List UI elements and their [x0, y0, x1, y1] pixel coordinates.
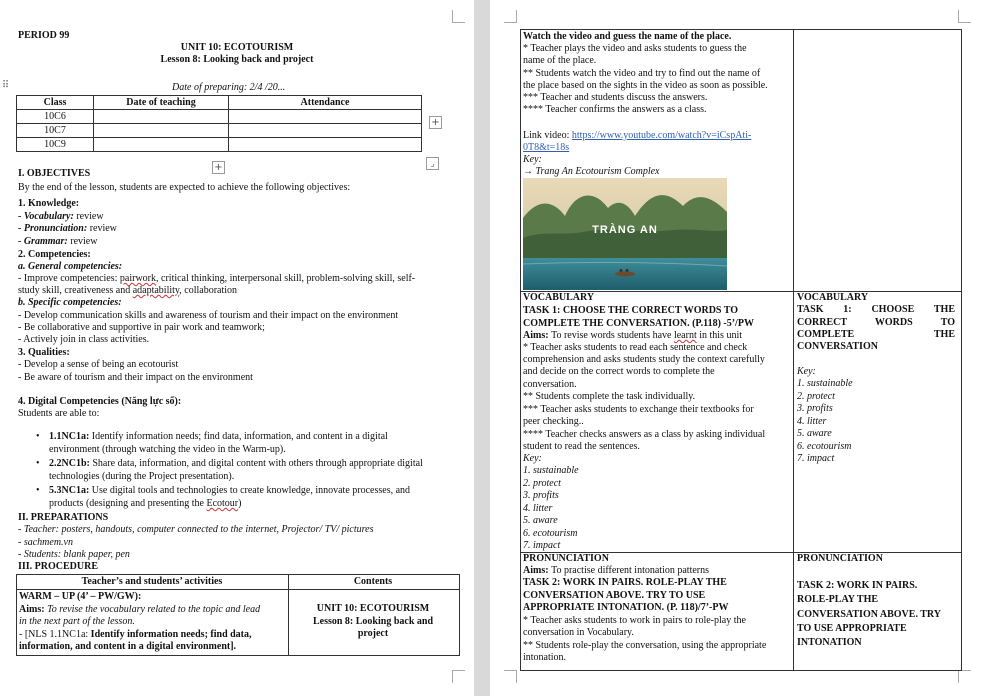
text: To revise words students have	[551, 330, 674, 341]
task1-step-cont: student to read the sentences.	[523, 441, 640, 452]
aims-label: Aims:	[19, 604, 45, 615]
table-row	[17, 110, 422, 124]
task1-step-cont: comprehension and asks students study the context carefully	[523, 354, 765, 365]
specific-competencies: b. Specific competencies:	[18, 297, 122, 308]
key-item: 2. protect	[523, 478, 561, 489]
vocab-label: - Vocabulary:	[18, 211, 74, 222]
corner-mark	[452, 670, 465, 683]
general-comp-line	[18, 285, 237, 297]
video-step-cont: name of the place.	[523, 55, 597, 66]
general-competencies: a. General competencies:	[18, 261, 123, 272]
digital-intro: Students are able to:	[18, 408, 100, 419]
qualities-title: 3. Qualities:	[18, 347, 70, 358]
date-cell[interactable]	[94, 110, 229, 124]
content-task2-cont: INTONATION	[797, 637, 862, 648]
task2-title-cont: APPROPRIATE INTONATION. (P. 118)/7’-PW	[523, 602, 729, 613]
procedure-header-left: Teacher’s and students’ activities	[81, 576, 223, 587]
resize-table-icon[interactable]: ⌟	[426, 157, 439, 170]
content-lesson-cont: project	[357, 628, 389, 639]
warmup-aims	[19, 604, 260, 616]
video-link[interactable]: https://www.youtube.com/watch?v=iCspAti-	[571, 130, 752, 141]
spelling-flag: adaptability	[132, 285, 180, 296]
key-item: 1. sustainable	[523, 465, 579, 476]
prep-link: - sachmem.vn	[18, 537, 73, 548]
spelling-flag: Ecotour	[206, 498, 239, 509]
grammar-value: review	[67, 236, 98, 247]
task1-title-cont: COMPLETE THE CONVERSATION. (P.118) -5’/PW	[523, 318, 754, 329]
digital-code: 1.1NC1a:	[49, 431, 90, 442]
table-divider	[793, 29, 794, 670]
task2-step-cont: intonation.	[523, 652, 567, 663]
text: , collaboration	[179, 285, 238, 296]
content-task2-cont: ROLE-PLAY THE	[797, 594, 879, 605]
content-task2-cont: CONVERSATION ABOVE. TRY	[797, 609, 942, 620]
attendance-cell[interactable]	[229, 110, 422, 124]
content-task1-cont: CONVERSATION	[797, 341, 878, 352]
procedure-header-right: Contents	[353, 576, 393, 587]
aims-label: Aims:	[523, 565, 552, 576]
text: To practise different intonation patterns	[551, 565, 710, 576]
spelling-flag: pairwork	[119, 273, 157, 284]
attendance-cell[interactable]	[229, 124, 422, 138]
video-link-cont[interactable]: 0T8&t=18s	[523, 142, 570, 153]
specific-comp-line: - Be collaborative and supportive in pair work and teamwork;	[18, 322, 265, 333]
corner-mark	[452, 10, 465, 23]
content-vocabulary: VOCABULARY	[797, 292, 869, 303]
digital-item-2	[49, 458, 423, 470]
task2-title: TASK 2: WORK IN PAIRS. ROLE-PLAY THE	[523, 577, 727, 588]
general-comp-line	[18, 273, 415, 285]
task1-step-cont: conversation.	[523, 379, 577, 390]
video-step: **** Teacher confirms the answers as a class.	[523, 104, 707, 115]
content-pronunciation: PRONUNCIATION	[797, 553, 883, 564]
task1-step: *** Teacher asks students to exchange their textbooks for	[523, 404, 754, 415]
task1-step: * Teacher asks students to read each sentence and check	[523, 342, 748, 353]
class-cell: 10C6	[17, 110, 94, 124]
document-page-left	[0, 0, 474, 696]
task2-step: ** Students role-play the conversation, using the appropriate	[523, 640, 767, 651]
preparations-title: II. PREPARATIONS	[18, 512, 109, 523]
key-item: 7. impact	[523, 540, 561, 551]
class-table	[16, 95, 422, 152]
date-cell[interactable]	[94, 124, 229, 138]
key-item: 4. litter	[797, 416, 827, 427]
objectives-title: I. OBJECTIVES	[18, 168, 91, 179]
digital-item-3-cont	[49, 498, 241, 510]
vocab-value: review	[73, 211, 104, 222]
key-label: Key:	[797, 366, 816, 377]
date-teaching-header: Date of teaching	[94, 96, 229, 110]
task1-step: ** Students complete the task individually.	[523, 391, 696, 402]
text: , critical thinking, interpersonal skill, problem-solving skill, self-	[156, 273, 416, 284]
objectives-intro: By the end of the lesson, students are expected to achieve the following objectives:	[18, 182, 351, 193]
video-link-line-cont	[523, 142, 569, 154]
digital-item-1	[49, 431, 388, 443]
key-item: 3. profits	[797, 403, 833, 414]
digital-code: 2.2NC1b:	[49, 458, 90, 469]
date-cell[interactable]	[94, 138, 229, 152]
nls-line-cont: information, and content in a digital environment].	[19, 641, 237, 652]
pron-aims	[523, 565, 709, 577]
vocabulary-line	[18, 211, 104, 223]
pron-value: review	[87, 223, 117, 234]
attendance-header: Attendance	[229, 96, 422, 110]
pronunciation-title: PRONUNCIATION	[523, 553, 609, 564]
video-step: * Teacher plays the video and asks students to guess the	[523, 43, 747, 54]
video-step: ** Students watch the video and try to find out the name of	[523, 68, 761, 79]
task1-aims	[523, 330, 742, 342]
class-cell: 10C9	[17, 138, 94, 152]
page-gutter	[474, 0, 490, 696]
key-label: Key:	[523, 154, 542, 165]
key-item: 1. sustainable	[797, 378, 853, 389]
image-caption: TRÀNG AN	[592, 224, 658, 236]
text: products (designing and presenting the	[49, 498, 207, 509]
table-move-icon[interactable]: ⠿	[1, 80, 10, 91]
video-step-cont: the place based on the sights in the video as soon as possible.	[523, 80, 768, 91]
text: Use digital tools and technologies to create knowledge, innovate processes, and	[89, 485, 411, 496]
text: - [NLS 1.1NC1a:	[19, 629, 91, 640]
digital-competencies-title: 4. Digital Competencies (Năng lực số):	[18, 396, 182, 407]
grammar-line	[18, 236, 97, 248]
text: Identify information needs; find data, information, and content in a digital	[89, 431, 388, 442]
task2-step: * Teacher asks students to work in pairs to role-play the	[523, 615, 746, 626]
video-task-title: Watch the video and guess the name of the place.	[523, 31, 732, 42]
task2-step-cont: conversation in Vocabulary.	[523, 627, 634, 638]
corner-mark	[504, 670, 517, 683]
unit-title: UNIT 10: ECOTOURISM	[180, 42, 294, 53]
corner-mark	[958, 10, 971, 23]
text: study skill, creativeness and	[18, 285, 133, 296]
bullet-icon: •	[36, 431, 40, 442]
knowledge-title: 1. Knowledge:	[18, 198, 80, 209]
warmup-aims-cont: in the next part of the lesson.	[19, 616, 135, 627]
class-cell: 10C7	[17, 124, 94, 138]
specific-comp-line: - Develop communication skills and awareness of tourism and their impact on the environment	[18, 310, 399, 321]
date-preparing: Date of preparing: 2/4 /20...	[172, 82, 286, 93]
quality-line: - Be aware of tourism and their impact on the environment	[18, 372, 253, 383]
video-link-line	[523, 130, 751, 142]
task1-title: TASK 1: CHOOSE THE CORRECT WORDS TO	[523, 305, 739, 316]
attendance-cell[interactable]	[229, 138, 422, 152]
warmup-title: WARM – UP (4’ – PW/GW):	[19, 591, 142, 602]
competencies-title: 2. Competencies:	[18, 249, 91, 260]
key-item: 6. ecotourism	[797, 441, 852, 452]
lesson-title: Lesson 8: Looking back and project	[160, 54, 314, 65]
video-step: *** Teacher and students discuss the answers.	[523, 92, 708, 103]
table-divider	[16, 589, 459, 590]
text: Identify information needs; find data,	[90, 629, 252, 640]
table-row	[17, 124, 422, 138]
specific-comp-line: - Actively join in class activities.	[18, 334, 150, 345]
key-label: Key:	[523, 453, 542, 464]
link-label: Link video:	[523, 130, 572, 141]
digital-code: 5.3NC1a:	[49, 485, 90, 496]
bullet-icon: •	[36, 458, 40, 469]
key-item: 7. impact	[797, 453, 835, 464]
corner-mark	[958, 670, 971, 683]
key-item: 5. aware	[523, 515, 558, 526]
add-column-icon[interactable]: +	[429, 116, 442, 129]
grammar-label: - Grammar:	[18, 236, 68, 247]
digital-item-1-cont: environment (through watching the video in the Warm-up).	[49, 444, 286, 455]
content-task1: TASK 1: CHOOSE THE	[797, 304, 955, 315]
task2-title-cont: CONVERSATION ABOVE. TRY TO USE	[523, 590, 706, 601]
task1-step: **** Teacher checks answers as a class by asking individual	[523, 429, 766, 440]
text: To revise the vocabulary related to the topic and lead	[44, 604, 261, 615]
spelling-flag: learnt	[673, 330, 697, 341]
pron-label: - Pronunciation:	[18, 223, 88, 234]
key-item: 4. litter	[523, 503, 553, 514]
class-header: Class	[17, 96, 94, 110]
text: Share data, information, and digital content with others through appropriate digital	[89, 458, 423, 469]
vocabulary-title: VOCABULARY	[523, 292, 595, 303]
period-label: PERIOD 99	[18, 30, 70, 41]
key-item: 6. ecotourism	[523, 528, 578, 539]
prep-students: - Students: blank paper, pen	[18, 549, 130, 560]
text: )	[238, 498, 242, 509]
corner-mark	[504, 10, 517, 23]
content-task1-cont: CORRECT WORDS TO	[797, 317, 955, 328]
key-answer: → Trang An Ecotourism Complex	[523, 166, 660, 177]
key-item: 2. protect	[797, 391, 835, 402]
text: - Improve competencies:	[18, 273, 120, 284]
task1-step-cont: and decide on the correct words to complete the	[523, 366, 715, 377]
content-lesson: Lesson 8: Looking back and	[312, 616, 434, 627]
content-task1-cont: COMPLETE THE	[797, 329, 955, 340]
procedure-title: III. PROCEDURE	[18, 561, 99, 572]
trang-an-image	[523, 178, 727, 290]
content-task2: TASK 2: WORK IN PAIRS.	[797, 580, 918, 591]
quality-line: - Develop a sense of being an ecotourist	[18, 359, 179, 370]
content-unit: UNIT 10: ECOTOURISM	[316, 603, 430, 614]
task1-step-cont: peer checking..	[523, 416, 584, 427]
digital-item-3	[49, 485, 410, 497]
content-task2-cont: TO USE APPROPRIATE	[797, 623, 907, 634]
table-row	[17, 138, 422, 152]
nls-line	[19, 629, 252, 641]
aims-label: Aims:	[523, 330, 552, 341]
prep-teacher: - Teacher: posters, handouts, computer connected to the internet, Projector/ TV/ pictures	[18, 524, 374, 535]
bullet-icon: •	[36, 485, 40, 496]
add-row-icon[interactable]: +	[212, 161, 225, 174]
key-item: 3. profits	[523, 490, 559, 501]
key-item: 5. aware	[797, 428, 832, 439]
text: in this unit	[696, 330, 743, 341]
digital-item-2-cont: technologies (during the Project presentation).	[49, 471, 235, 482]
pronunciation-line	[18, 223, 117, 235]
